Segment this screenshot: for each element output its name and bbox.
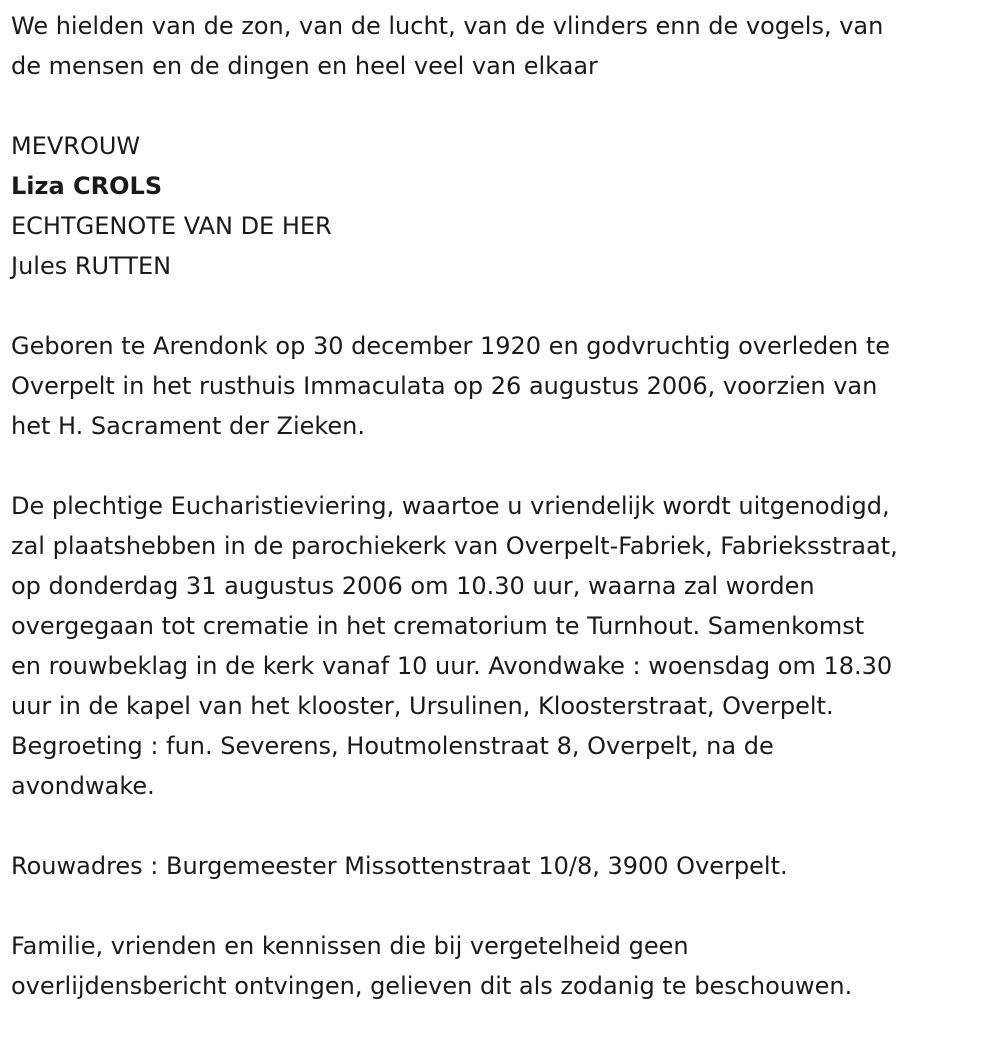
spouse-name: Jules RUTTEN	[11, 252, 172, 280]
motto-line: We hielden van de zon, van de lucht, van de vlinders enn de vogels, van	[11, 12, 884, 40]
birth-death-line: Overpelt in het rusthuis Immaculata op 26 augustus 2006, voorzien van	[11, 372, 878, 400]
obituary-notice	[11, 6, 996, 1006]
mourning-address: Rouwadres : Burgemeester Missottenstraat 10/8, 3900 Overpelt.	[11, 852, 788, 880]
deceased-title: MEVROUW	[11, 132, 141, 160]
ceremony-line: overgegaan tot crematie in het crematorium te Turnhout. Samenkomst	[11, 612, 865, 640]
ceremony-line: avondwake.	[11, 772, 155, 800]
address-section	[11, 846, 996, 886]
deceased-name: Liza CROLS	[11, 172, 163, 200]
ceremony-line: zal plaatshebben in de parochiekerk van Overpelt-Fabriek, Fabrieksstraat,	[11, 532, 898, 560]
closing-line: overlijdensbericht ontvingen, gelieven dit als zodanig te beschouwen.	[11, 972, 853, 1000]
ceremony-line: en rouwbeklag in de kerk vanaf 10 uur. Avondwake : woensdag om 18.30	[11, 652, 893, 680]
deceased-section	[11, 126, 996, 286]
motto-section	[11, 6, 996, 86]
ceremony-section	[11, 486, 996, 806]
motto-line: de mensen en de dingen en heel veel van elkaar	[11, 52, 598, 80]
ceremony-line: Begroeting : fun. Severens, Houtmolenstraat 8, Overpelt, na de	[11, 732, 774, 760]
spacer	[11, 286, 996, 326]
deceased-relation: ECHTGENOTE VAN DE HER	[11, 212, 332, 240]
spacer	[11, 886, 996, 926]
spacer	[11, 806, 996, 846]
spacer	[11, 446, 996, 486]
birth-death-line: Geboren te Arendonk op 30 december 1920 en godvruchtig overleden te	[11, 332, 891, 360]
closing-section	[11, 926, 996, 1006]
birth-death-section	[11, 326, 996, 446]
birth-death-line: het H. Sacrament der Zieken.	[11, 412, 366, 440]
ceremony-line: uur in de kapel van het klooster, Ursulinen, Kloosterstraat, Overpelt.	[11, 692, 834, 720]
ceremony-line: De plechtige Eucharistieviering, waartoe u vriendelijk wordt uitgenodigd,	[11, 492, 890, 520]
ceremony-line: op donderdag 31 augustus 2006 om 10.30 uur, waarna zal worden	[11, 572, 815, 600]
spacer	[11, 86, 996, 126]
closing-line: Familie, vrienden en kennissen die bij vergetelheid geen	[11, 932, 689, 960]
